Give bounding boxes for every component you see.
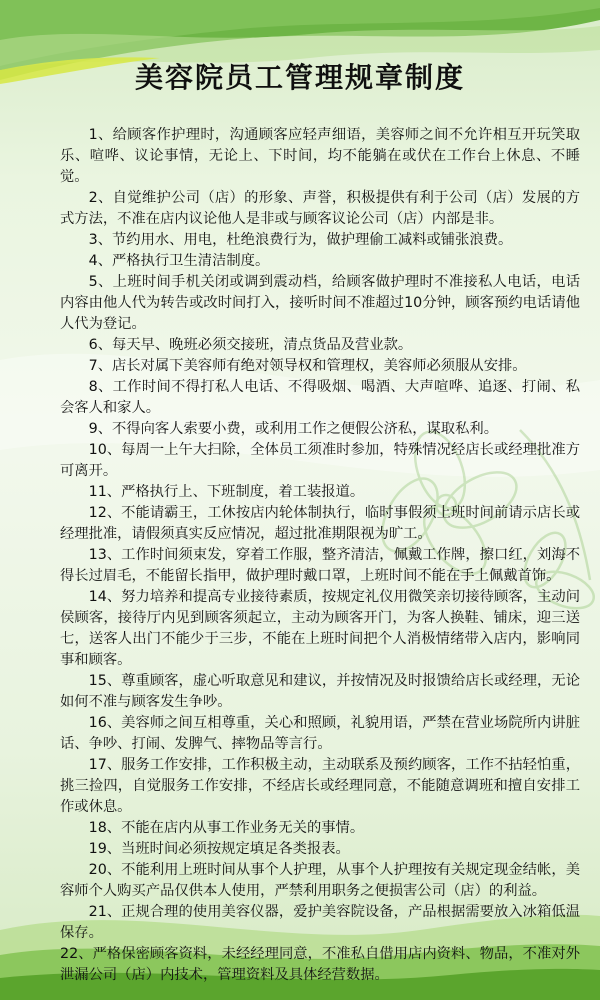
rule-item-21: 21、正规合理的使用美容仪器，爱护美容院设备，产品根据需要放入冰箱低温保存。 bbox=[60, 904, 580, 941]
rule-item-10: 10、每周一上午大扫除，全体员工须准时参加，特殊情况经店长或经理批准方可离开。 bbox=[60, 442, 580, 479]
rule-item-11: 11、严格执行上、下班制度，着工装报道。 bbox=[88, 484, 365, 500]
rule-item-15: 15、尊重顾客，虚心听取意见和建议，并按情况及时报馈给店长或经理，无论如何不准与顾客发生争吵。 bbox=[60, 673, 580, 710]
rule-item-9: 9、不得向客人索要小费，或利用工作之便假公济私，谋取私利。 bbox=[88, 421, 498, 437]
rule-item-19: 19、当班时间必须按规定填足各类报表。 bbox=[88, 841, 350, 857]
rule-item-8: 8、工作时间不得打私人电话、不得吸烟、喝酒、大声喧哗、追逐、打闹、私会客人和家人。 bbox=[60, 379, 580, 416]
page-title: 美容院员工管理规章制度 bbox=[134, 61, 465, 94]
rule-item-1: 1、给顾客作护理时，沟通顾客应轻声细语，美容师之间不允许相互开玩笑取乐、喧哗、议论事情，无论上、下时间，均不能躺在或伏在工作台上休息、不睡觉。 bbox=[60, 127, 580, 185]
rule-item-20: 20、不能利用上班时间从事个人护理，从事个人护理按有关规定现金结帐，美容师个人购买产品仅供本人使用，严禁利用职务之便损害公司（店）的利益。 bbox=[60, 862, 580, 899]
rule-item-18: 18、不能在店内从事工作业务无关的事情。 bbox=[88, 820, 365, 836]
rule-item-7: 7、店长对属下美容师有绝对领导权和管理权，美容师必须服从安排。 bbox=[88, 358, 527, 374]
rule-item-17: 17、服务工作安排，工作积极主动，主动联系及预约顾客，工作不拈轻怕重，挑三捡四，自觉服务工作安排，不经店长或经理同意，不能随意调班和擅自安排工作或休息。 bbox=[60, 757, 580, 815]
rule-item-13: 13、工作时间须束发，穿着工作服，整齐清洁，佩戴工作牌，擦口红，刘海不得长过眉毛，不能留长指甲，做护理时戴口罩，上班时间不能在手上佩戴首饰。 bbox=[60, 547, 580, 584]
rule-item-2: 2、自觉维护公司（店）的形象、声誉，积极提供有利于公司（店）发展的方式方法，不准在店内议论他人是非或与顾客议论公司（店）内部是非。 bbox=[60, 190, 580, 227]
rule-item-14: 14、努力培养和提高专业接待素质，按规定礼仪用微笑亲切接待顾客，主动问侯顾客，接待厅内见到顾客须起立，主动为顾客开门，为客人换鞋、铺床，迎三送七，送客人出门不能少于三步，不能在上班时间把个人消极情绪带入店内，影响同事和顾客。 bbox=[60, 589, 580, 668]
rule-item-3: 3、节约用水、用电，杜绝浪费行为，做护理偷工减料或铺张浪费。 bbox=[88, 232, 513, 248]
rule-item-22: 22、严格保密顾客资料，未经经理同意，不准私自借用店内资料、物品，不准对外泄漏公司（店）内技术，管理资料及具体经营数据。 bbox=[60, 946, 580, 983]
rule-item-4: 4、严格执行卫生清洁制度。 bbox=[88, 253, 270, 269]
rule-item-16: 16、美容师之间互相尊重，关心和照顾，礼貌用语，严禁在营业场院所内讲脏话、争吵、打闹、发脾气、摔物品等言行。 bbox=[60, 715, 580, 752]
rule-item-5: 5、上班时间手机关闭或调到震动档，给顾客做护理时不准接私人电话，电话内容由他人代为转告或改时间打入，接听时间不准超过10分钟，顾客预约电话请他人代为登记。 bbox=[60, 274, 580, 332]
rule-item-12: 12、不能请霸王，工休按店内轮体制执行，临时事假须上班时间前请示店长或经理批准，请假须真实反应情况，超过批准期限视为旷工。 bbox=[60, 505, 580, 542]
rule-item-6: 6、每天早、晚班必须交接班，清点货品及营业款。 bbox=[88, 337, 413, 353]
rules-list bbox=[60, 125, 580, 986]
